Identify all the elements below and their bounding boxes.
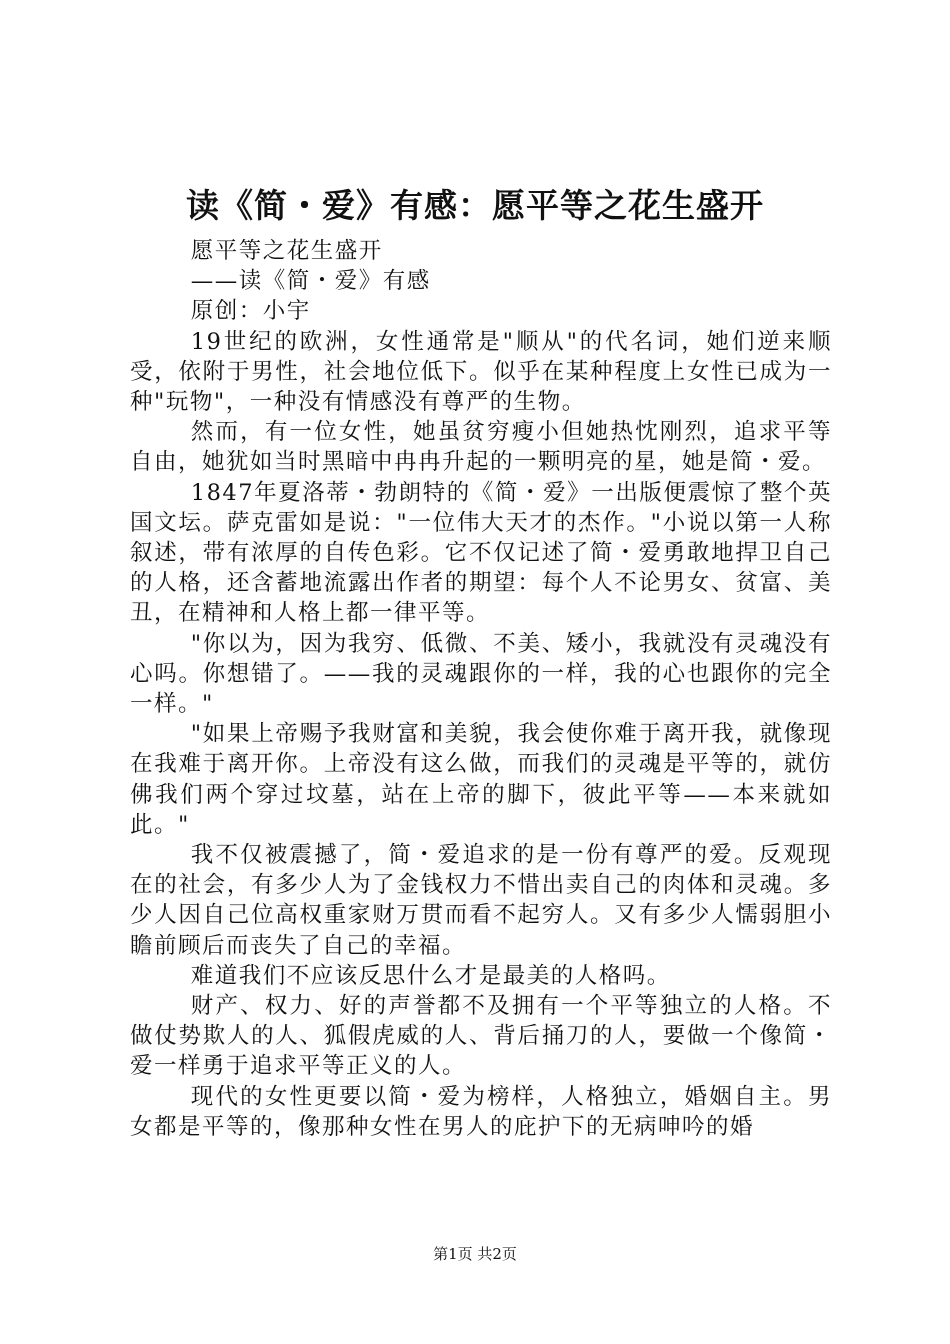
paragraph-subtitle: 愿平等之花生盛开	[190, 238, 383, 264]
paragraph-subheading: ——读《简・爱》有感	[190, 268, 431, 295]
paragraph: 现代的女性更要以简・爱为榜样，人格独立，婚姻自主。男女都是平等的，像那种女性在男人的庇护下的无病呻吟的婚	[130, 1083, 832, 1140]
paragraph: 19世纪的欧洲，女性通常是"顺从"的代名词，她们逆来顺受，依附于男性，社会地位低下。似乎在某种程度上女性已成为一种"玩物"，一种没有情感没有尊严的生物。	[130, 328, 832, 416]
page-number-footer: 第1页 共2页	[433, 1245, 517, 1263]
paragraph-quote: "你以为，因为我穷、低微、不美、矮小，我就没有灵魂没有心吗。你想错了。——我的灵魂跟你的一样，我的心也跟你的完全一样。"	[130, 630, 832, 718]
paragraph-author: 原创：小宇	[190, 298, 311, 325]
paragraph-quote: "如果上帝赐予我财富和美貌，我会使你难于离开我，就像现在我难于离开你。上帝没有这么做，而我们的灵魂是平等的，就仿佛我们两个穿过坟墓，站在上帝的脚下，彼此平等——本来就如此。"	[130, 721, 832, 838]
document-body	[130, 236, 832, 1142]
paragraph: 然而，有一位女性，她虽贫穷瘦小但她热忱刚烈，追求平等自由，她犹如当时黑暗中冉冉升起的一颗明亮的星，她是简・爱。	[130, 419, 832, 476]
paragraph: 我不仅被震撼了，简・爱追求的是一份有尊严的爱。反观现在的社会，有多少人为了金钱权力不惜出卖自己的肉体和灵魂。多少人因自己位高权重家财万贯而看不起穷人。又有多少人懦弱胆小瞻前顾后而丧失了自己的幸福。	[130, 842, 832, 959]
document-title: 读《简・爱》有感：愿平等之花生盛开	[186, 186, 764, 225]
paragraph: 1847年夏洛蒂・勃朗特的《简・爱》一出版便震惊了整个英国文坛。萨克雷如是说："一位伟大天才的杰作。"小说以第一人称叙述，带有浓厚的自传色彩。它不仅记述了简・爱勇敢地捍卫自己的人格，还含蓄地流露出作者的期望：每个人不论男女、贫富、美丑，在精神和人格上都一律平等。	[130, 479, 832, 627]
paragraph: 财产、权力、好的声誉都不及拥有一个平等独立的人格。不做仗势欺人的人、狐假虎威的人、背后捅刀的人，要做一个像简・爱一样勇于追求平等正义的人。	[130, 993, 832, 1080]
paragraph: 难道我们不应该反思什么才是最美的人格吗。	[190, 962, 671, 989]
